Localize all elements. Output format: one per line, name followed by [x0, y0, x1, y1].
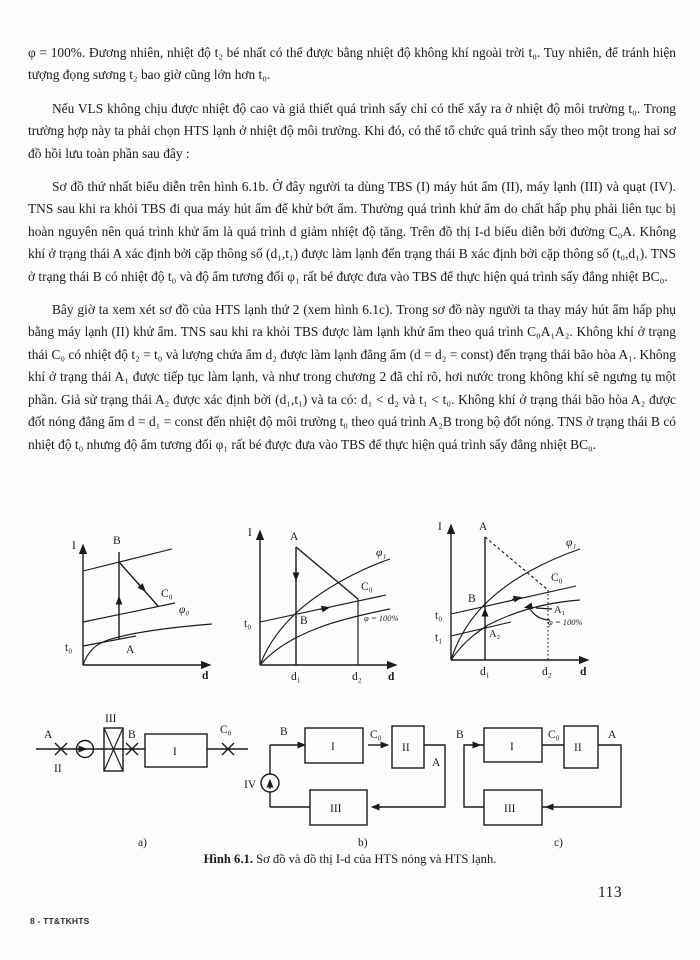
- schematic-c-point-C0: C₀: [548, 729, 560, 741]
- chart-c-point-A2: A₂: [489, 629, 501, 640]
- chart-a-process-lines: [119, 552, 158, 639]
- chart-b-curve-phi1: φ₁: [376, 547, 387, 559]
- schematic-c-point-B: B: [456, 729, 464, 741]
- chart-b-labels: [244, 527, 399, 683]
- chart-c-point-C0: C₀: [551, 572, 563, 584]
- chart-a-point-A: A: [126, 644, 135, 656]
- chart-c-axis-label-d: d: [580, 666, 587, 678]
- body-text: [28, 42, 676, 467]
- schematic-c-label-III: III: [504, 803, 516, 815]
- chart-c-process-lines: [485, 537, 552, 660]
- chart-a-point-B: B: [113, 535, 121, 547]
- chart-c-tick-d2: d₂: [542, 666, 552, 678]
- chart-b-label-t0: t₀: [244, 618, 252, 630]
- chart-c-point-B: B: [468, 593, 476, 605]
- schematic-c-point-A: A: [608, 729, 617, 741]
- chart-c-axis-label-I: I: [438, 521, 442, 533]
- chart-c-tick-d1: d₁: [480, 666, 490, 678]
- schematic-b-label-I: I: [331, 741, 335, 753]
- paragraph-4: Bây giờ ta xem xét sơ đồ của HTS lạnh thứ 2 (xem hình 6.1c). Trong sơ đồ này người ta thay máy hút ẩm hấp phụ bằng máy lạnh (II) khử ẩm. TNS sau khi ra khỏi TBS được làm lạnh khử ẩm theo quá trình C₀A₁A₂. Không khí ở trạng thái C₀ có nhiệt độ t₂ = t₀ và lượng chứa ẩm d₂ được làm lạnh đẳng ẩm (d = d₂ = const) đến trạng thái bão hòa A₁. Không khí ở trạng thái A₁ được tiếp tục làm lạnh, và như trong chương 2 đã chỉ rõ, hơi nước trong không khí sẽ ngưng tụ một phần. Giả sử trạng thái A₂ được xác định bởi (d₁,t₁) và ta có: d₁ < d₂ và t₁ < t₀. Không khí ở trạng thái bão hòa A₂ được đốt nóng đẳng ẩm d = d₁ = const đến nhiệt độ môi trường t₀ theo quá trình A₂B trong bộ đốt nóng. TNS ở trạng thái B có nhiệt độ t₀ nhưng độ ẩm tương đối φ₁ rất bé được đưa vào TBS để thực hiện quá trình sấy đẳng nhiệt BC₀.: [28, 302, 676, 452]
- schematic-a-label-II: II: [54, 763, 62, 775]
- schematic-c-boxes: [484, 726, 598, 825]
- schematic-b-caption: b): [358, 837, 368, 849]
- schematic-b: [242, 702, 462, 850]
- chart-b-process-lines: [296, 547, 358, 665]
- chart-b-id-diagram: [236, 518, 432, 692]
- schematic-b-point-A: A: [432, 757, 441, 769]
- schematic-a-point-C0: C₀: [220, 724, 232, 736]
- chart-b-axis-label-I: I: [248, 527, 252, 539]
- schematic-b-duct: [270, 745, 445, 807]
- schematic-a: [28, 702, 260, 850]
- chart-a-labels: [65, 535, 209, 682]
- chart-b-point-B: B: [300, 615, 308, 627]
- chart-c-id-diagram: [426, 510, 646, 692]
- schematic-c-labels: [456, 729, 617, 849]
- chart-a-label-t0: t₀: [65, 642, 73, 654]
- schematic-c-label-II: II: [574, 742, 582, 754]
- page-number: 113: [598, 884, 623, 901]
- paragraph-3: Sơ đồ thứ nhất biểu diễn trên hình 6.1b. Ở đây người ta dùng TBS (I) máy hút ẩm (II), máy lạnh (III) và quạt (IV). TNS sau khi ra khỏi TBS đi qua máy hút ẩm để khử bớt ẩm. Thường quá trình khử ẩm do chất hấp phụ phải liên tục bị hoàn nguyên nên quá trình khử ẩm là quá trình d giảm nhiệt độ tăng. Trên đồ thị I-d biểu diễn bởi đường C₀A. Không khí ở trạng thái A xác định bởi cặp thông số (d₁,t₁) được làm lạnh đến trạng thái B xác định bởi cặp thông số (t₀,d₁). TNS ở trạng thái B có nhiệt độ t₀ và độ ẩm tương đối φ₁ rất bé được đưa vào TBS để thực hiện quá trình sấy đẳng nhiệt BC₀.: [28, 179, 676, 284]
- schematic-b-boxes: [305, 726, 424, 825]
- chart-a-curve-phi0: φ₀: [179, 604, 190, 616]
- chart-b-point-A: A: [290, 531, 299, 543]
- print-signature-footer: 8 - TT&TKHTS: [30, 916, 90, 926]
- chart-a-axes: [83, 545, 210, 665]
- chart-c-curve-phi100: φ = 100%: [548, 617, 583, 627]
- chart-a-id-diagram: [50, 527, 240, 693]
- schematic-a-label-I: I: [173, 746, 177, 758]
- schematic-b-point-C0: C₀: [370, 729, 382, 741]
- chart-c-curve-phi1: φ₁: [566, 537, 577, 549]
- schematic-b-label-II: II: [402, 742, 410, 754]
- paragraph-2: Nếu VLS không chịu được nhiệt độ cao và giả thiết quá trình sấy chỉ có thể xẩy ra ở nhiệt độ môi trường t₀. Trong trường hợp này ta phải chọn HTS lạnh ở nhiệt độ môi trường. Khi đó, có thể tổ chức quá trình sấy theo một trong hai sơ đồ hồi lưu toàn phần sau đây :: [28, 100, 676, 161]
- schematic-b-label-III: III: [330, 803, 342, 815]
- chart-c-label-t0: t₀: [435, 610, 443, 622]
- chart-b-curves: [260, 559, 390, 665]
- schematic-c-label-I: I: [510, 741, 514, 753]
- chart-c-point-A1: A₁: [554, 605, 566, 616]
- paragraph-1: φ = 100%. Đương nhiên, nhiệt độ t₂ bé nhất có thể được bằng nhiệt độ không khí ngoài trời t₀. Tuy nhiên, để tránh hiện tượng đọng sương t₂ bao giờ cũng lớn hơn t₀.: [28, 45, 676, 83]
- chart-b-tick-d2: d₂: [352, 671, 362, 683]
- chart-c-point-A: A: [479, 521, 488, 533]
- chart-a-point-C0: C₀: [161, 588, 173, 600]
- schematic-a-caption: a): [138, 837, 147, 849]
- schematic-c: [456, 702, 673, 850]
- chart-b-axis-label-d: d: [388, 671, 395, 683]
- figure-caption-text: Sơ đồ và đồ thị I-d của HTS nóng và HTS lạnh.: [252, 852, 497, 866]
- chart-c-label-t1: t₁: [435, 632, 443, 644]
- chart-b-curve-phi100: φ = 100%: [364, 613, 399, 623]
- schematic-a-point-A: A: [44, 729, 53, 741]
- schematic-b-point-B: B: [280, 726, 288, 738]
- figure-caption-label: Hình 6.1.: [203, 852, 253, 866]
- schematic-b-label-IV: IV: [244, 779, 257, 791]
- schematic-a-label-III: III: [105, 713, 117, 725]
- chart-c-labels: [435, 521, 587, 678]
- chart-b-tick-d1: d₁: [291, 671, 301, 683]
- chart-a-axis-label-d: d: [202, 670, 209, 682]
- schematic-a-point-B: B: [128, 729, 136, 741]
- figure-caption: [0, 852, 700, 867]
- chart-a-curves: [83, 549, 212, 665]
- chart-b-point-C0: C₀: [361, 581, 373, 593]
- schematic-b-fan-icon: [261, 774, 279, 792]
- chart-a-axis-label-I: I: [72, 540, 76, 552]
- schematic-c-caption: c): [554, 837, 563, 849]
